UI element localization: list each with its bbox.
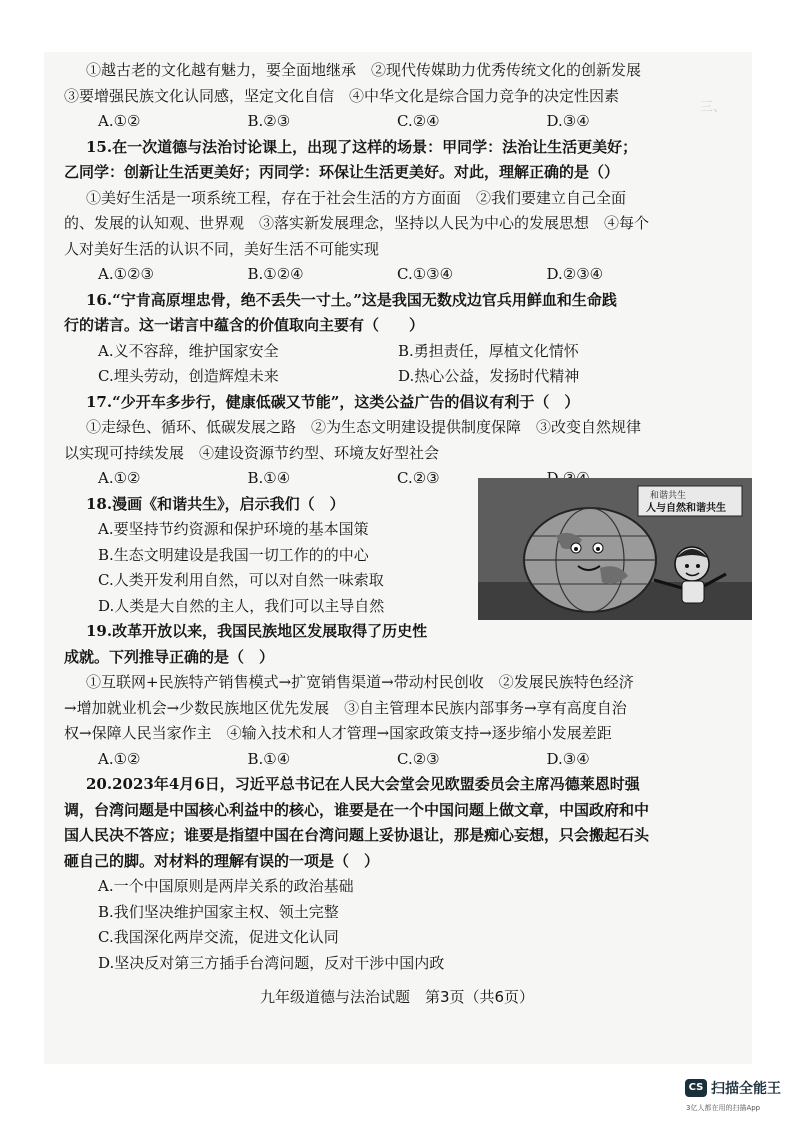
cartoon-caption-main: 人与自然和谐共生: [646, 503, 726, 514]
q14-choice-line-1: ①越古老的文化越有魅力，要全面地继承 ②现代传媒助力优秀传统文化的创新发展: [86, 61, 642, 79]
q17-stem: 17.“少开车多步行，健康低碳又节能”，这类公益广告的倡议有利于（ ）: [86, 392, 580, 411]
scanner-app-name: 扫描全能王: [711, 1081, 781, 1097]
q15-stem-line-2: 乙同学：创新让生活更美好；丙同学：环保让生活更美好。对此，理解正确的是（）: [64, 163, 620, 181]
q19-choice-line-2: →增加就业机会→少数民族地区优先发展 ③自主管理本民族内部事务→享有高度自治: [64, 698, 627, 717]
q16-option-b: B.勇担责任，厚植文化情怀: [398, 341, 579, 360]
q16-option-c: C.埋头劳动，创造辉煌未来: [98, 367, 279, 385]
q14-option-a: A.①②: [98, 112, 141, 130]
scanner-tagline: 3亿人都在用的扫描App: [686, 1104, 761, 1112]
q17-choice-line-1: ①走绿色、循环、低碳发展之路 ②为生态文明建设提供制度保障 ③改变自然规律: [86, 418, 642, 436]
q20-option-c: C.我国深化两岸交流，促进文化认同: [98, 928, 339, 946]
q16-option-d: D.热心公益，发扬时代精神: [398, 367, 580, 385]
q16-options-row-2: [64, 364, 696, 390]
q15-option-a: A.①②③: [98, 265, 154, 283]
q14-option-c: C.②④: [397, 112, 440, 130]
q18-option-c: C.人类开发利用自然，可以对自然一味索取: [98, 571, 384, 589]
q15-option-b: B.①②④: [247, 265, 304, 283]
globe-icon: [524, 508, 656, 612]
harmonious-coexistence-cartoon: [478, 478, 752, 620]
q20-option-d: D.坚决反对第三方插手台湾问题，反对干涉中国内政: [98, 953, 445, 972]
q18-stem: 18.漫画《和谐共生》，启示我们（ ）: [86, 494, 345, 513]
q19-option-d: D.③④: [546, 749, 590, 768]
q15-choice-line-3: 人对美好生活的认识不同，美好生活不可能实现: [64, 239, 380, 258]
q17-option-b: B.①④: [247, 469, 291, 487]
q15-choice-line-1: ①美好生活是一项系统工程，存在于社会生活的方方面面 ②我们要建立自己全面: [86, 188, 627, 207]
q18-option-a: A.要坚持节约资源和保护环境的基本国策: [98, 520, 369, 538]
q20-option-a: A.一个中国原则是两岸关系的政治基础: [98, 877, 354, 895]
q16-option-a: A.义不容辞，维护国家安全: [98, 341, 279, 360]
q19-stem-line-2: 成就。下列推导正确的是（ ）: [64, 647, 275, 666]
q16-options-row-1: [64, 339, 696, 365]
q16-stem-line-1: 16.“宁肯高原埋忠骨，绝不丢失一寸土。”这是我国无数戍边官兵用鲜血和生命践: [86, 290, 617, 309]
q19-stem-line-1: 19.改革开放以来，我国民族地区发展取得了历史性: [86, 622, 428, 640]
q17-choice-line-2: 以实现可持续发展 ④建设资源节约型、环境友好型社会: [64, 443, 440, 462]
q19-choice-line-1: ①互联网+民族特产销售模式→扩宽销售渠道→带动村民创收 ②发展民族特色经济: [86, 673, 634, 691]
q20-stem-line-1: 20.2023年4月6日，习近平总书记在人民大会堂会见欧盟委员会主席冯德莱恩时强: [86, 775, 640, 793]
q14-choice-line-2: ③要增强民族文化认同感，坚定文化自信 ④中华文化是综合国力竞争的决定性因素: [64, 86, 620, 105]
page-footer: 九年级道德与法治试题 第3页（共6页）: [259, 988, 535, 1006]
q14-options: [64, 109, 696, 135]
bleed-through-text: 三、: [700, 100, 727, 115]
q20-option-b: B.我们坚决维护国家主权、领土完整: [98, 902, 339, 921]
q14-option-b: B.②③: [247, 112, 291, 130]
q19-option-c: C.②③: [397, 749, 440, 768]
q17-option-a: A.①②: [98, 469, 141, 487]
q15-options: [64, 262, 696, 288]
q17-option-c: C.②③: [397, 469, 440, 487]
q14-option-d: D.③④: [546, 112, 590, 130]
q15-option-d: D.②③④: [546, 265, 604, 283]
q15-choice-line-2: 的、发展的认知观、世界观 ③落实新发展理念，坚持以人民为中心的发展思想 ④每个: [64, 214, 650, 232]
q19-choice-line-3: 权→保障人民当家作主 ④输入技术和人才管理→国家政策支持→逐步缩小发展差距: [64, 724, 612, 742]
q18-option-d: D.人类是大自然的主人，我们可以主导自然: [98, 596, 385, 615]
q20-stem-line-3: 国人民决不答应；谁要是指望中国在台湾问题上妥协退让，那是痴心妄想，只会搬起石头: [64, 826, 650, 844]
cartoon-caption-title: 和谐共生: [650, 491, 687, 501]
q19-option-b: B.①④: [247, 749, 291, 768]
scanner-logo-icon: CS: [685, 1079, 707, 1097]
q20-stem-line-4: 砸自己的脚。对材料的理解有误的一项是（ ）: [64, 851, 380, 870]
q15-stem-line-1: 15.在一次道德与法治讨论课上，出现了这样的场景：甲同学：法治让生活更美好；: [86, 137, 638, 156]
q20-stem-line-2: 调，台湾问题是中国核心利益中的核心，谁要是在一个中国问题上做文章，中国政府和中: [64, 800, 650, 819]
q16-stem-line-2: 行的诺言。这一诺言中蕴含的价值取向主要有（ ）: [64, 316, 425, 334]
q19-options: [64, 747, 696, 773]
q15-option-c: C.①③④: [397, 265, 454, 283]
q19-option-a: A.①②: [98, 749, 141, 768]
q18-option-b: B.生态文明建设是我国一切工作的的中心: [98, 545, 369, 564]
